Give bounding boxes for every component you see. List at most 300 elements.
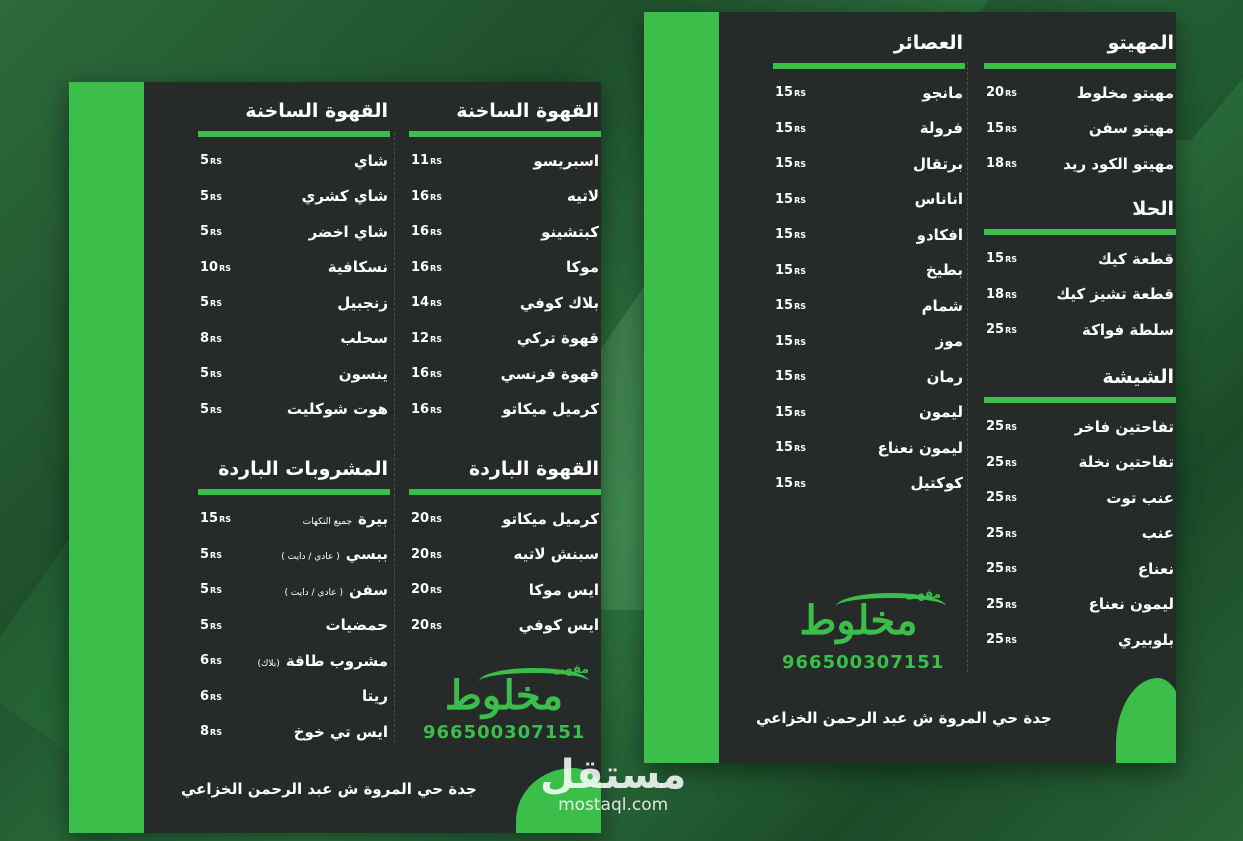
item-name-text: عنب <box>1141 524 1174 543</box>
menu-item-price <box>984 85 1017 100</box>
price-value: 15 <box>775 369 794 385</box>
section-underline <box>773 63 965 69</box>
menu-item-price <box>409 331 442 346</box>
price-value: 16 <box>411 188 430 204</box>
menu-item-name <box>1082 321 1176 339</box>
menu-item-price <box>198 653 222 668</box>
menu-item-name <box>514 545 601 563</box>
menu-item <box>198 285 390 321</box>
currency-label: RS <box>219 263 232 273</box>
menu-item-price <box>409 295 442 310</box>
menu-item <box>409 214 601 250</box>
menu-item <box>198 572 390 608</box>
price-value: 5 <box>200 295 210 311</box>
item-name-text: مهيتو الكود ريد <box>1063 154 1174 173</box>
currency-label: RS <box>430 405 443 415</box>
currency-label: RS <box>794 160 807 170</box>
currency-label: RS <box>210 157 222 167</box>
currency-label: RS <box>430 515 443 525</box>
menu-item <box>984 445 1176 481</box>
currency-label: RS <box>210 405 222 415</box>
price-value: 18 <box>986 156 1005 172</box>
menu-item-price <box>198 260 231 275</box>
item-name-text: شمام <box>921 296 963 315</box>
section-title: القهوة الساخنة <box>245 100 388 122</box>
section-hot-coffee <box>409 97 601 427</box>
price-value: 15 <box>775 440 794 456</box>
menu-item-price <box>198 724 222 739</box>
menu-item-price <box>984 156 1017 171</box>
menu-item-name <box>533 152 601 170</box>
currency-label: RS <box>430 550 443 560</box>
item-name-text: ينسون <box>338 364 388 383</box>
menu-item-name <box>339 365 390 383</box>
item-name-text: ايس كوفي <box>518 616 599 635</box>
menu-item-name <box>926 261 965 279</box>
menu-item <box>198 714 390 750</box>
column-divider <box>394 132 395 742</box>
item-name-text: ليمون نعناع <box>1088 595 1174 614</box>
menu-item <box>409 572 601 608</box>
item-name-text: ليمون <box>918 403 963 422</box>
section-underline <box>409 489 601 495</box>
address: جدة حي المروة ش عبد الرحمن الخزاعي <box>756 709 1052 727</box>
menu-item-price <box>984 287 1017 302</box>
price-value: 16 <box>411 259 430 275</box>
item-name-text: مشروب طاقة <box>285 651 388 670</box>
item-name-text: كوكتيل <box>910 474 963 493</box>
menu-item-name <box>920 119 965 137</box>
price-value: 5 <box>200 188 210 204</box>
currency-label: RS <box>430 192 443 202</box>
menu-item-name <box>919 403 965 421</box>
item-name-text: هوت شوكليت <box>286 400 388 419</box>
currency-label: RS <box>210 370 222 380</box>
menu-item-price <box>773 440 806 455</box>
item-name-text: رمان <box>926 367 963 386</box>
section-mojito <box>984 29 1176 182</box>
price-value: 15 <box>200 511 219 527</box>
item-name-text: لاتيه <box>566 187 599 206</box>
price-value: 15 <box>775 333 794 349</box>
currency-label: RS <box>1005 326 1018 336</box>
item-name-text: ايس موكا <box>528 580 599 599</box>
menu-item <box>409 356 601 392</box>
menu-item-price <box>198 618 222 633</box>
section-underline <box>409 131 601 137</box>
price-value: 16 <box>411 224 430 240</box>
menu-item <box>773 253 965 289</box>
price-value: 16 <box>411 366 430 382</box>
menu-item-price <box>984 561 1017 576</box>
green-stripe <box>644 12 719 763</box>
menu-item-name <box>340 329 390 347</box>
currency-label: RS <box>1005 636 1018 646</box>
currency-label: RS <box>794 408 807 418</box>
menu-item-name <box>541 223 601 241</box>
price-value: 6 <box>200 688 210 704</box>
menu-item-price <box>773 476 806 491</box>
menu-item-price <box>773 85 806 100</box>
section-hot-drinks <box>198 97 390 427</box>
menu-item <box>984 241 1176 277</box>
menu-item <box>198 179 390 215</box>
menu-item-name <box>326 616 390 634</box>
menu-item-price <box>198 189 222 204</box>
menu-item <box>984 480 1176 516</box>
currency-label: RS <box>430 228 443 238</box>
price-value: 20 <box>411 546 430 562</box>
currency-label: RS <box>210 228 222 238</box>
currency-label: RS <box>1005 124 1018 134</box>
menu-item-name <box>922 297 965 315</box>
menu-item-price <box>409 260 442 275</box>
menu-item <box>409 250 601 286</box>
menu-item-price <box>409 582 442 597</box>
section-shisha <box>984 363 1176 658</box>
item-name-text: ايس تي خوخ <box>293 722 388 741</box>
item-name-text: تفاحتين فاخر <box>1074 417 1174 436</box>
price-value: 25 <box>986 322 1005 338</box>
price-value: 16 <box>411 401 430 417</box>
menu-item-name <box>915 190 965 208</box>
menu-item <box>984 622 1176 658</box>
menu-item-name <box>287 400 390 418</box>
menu-item-price <box>984 251 1017 266</box>
menu-item-price <box>984 490 1017 505</box>
price-value: 15 <box>775 191 794 207</box>
item-name-text: بلاك كوفي <box>519 293 599 312</box>
menu-item-name <box>309 223 390 241</box>
currency-label: RS <box>210 586 222 596</box>
currency-label: RS <box>430 299 443 309</box>
menu-item <box>773 75 965 111</box>
menu-item-price <box>409 189 442 204</box>
section-underline <box>198 131 390 137</box>
currency-label: RS <box>210 550 222 560</box>
menu-item <box>773 395 965 431</box>
menu-item-price <box>773 405 806 420</box>
menu-item <box>198 392 390 428</box>
currency-label: RS <box>210 334 222 344</box>
section-title: العصائر <box>893 32 963 54</box>
item-name-text: سحلب <box>340 329 388 348</box>
menu-item-price <box>198 224 222 239</box>
currency-label: RS <box>1005 529 1018 539</box>
section-underline <box>984 229 1176 235</box>
menu-item-price <box>409 547 442 562</box>
phone-number: 966500307151 <box>782 652 945 673</box>
currency-label: RS <box>794 231 807 241</box>
menu-item <box>773 288 965 324</box>
menu-item <box>773 146 965 182</box>
price-value: 15 <box>775 262 794 278</box>
price-value: 5 <box>200 153 210 169</box>
menu-item <box>198 608 390 644</box>
price-value: 15 <box>775 298 794 314</box>
price-value: 6 <box>200 653 210 669</box>
menu-item-price <box>198 582 222 597</box>
price-value: 15 <box>775 120 794 136</box>
menu-item <box>984 75 1176 111</box>
menu-item-price <box>773 227 806 242</box>
menu-item-price <box>198 511 231 526</box>
currency-label: RS <box>210 657 222 667</box>
currency-label: RS <box>1005 494 1018 504</box>
currency-label: RS <box>794 89 807 99</box>
price-value: 15 <box>986 120 1005 136</box>
menu-item <box>773 111 965 147</box>
menu-item-price <box>984 632 1017 647</box>
menu-item-price <box>773 334 806 349</box>
price-value: 5 <box>200 224 210 240</box>
menu-item-note: ( عادي / دايت ) <box>284 587 343 598</box>
item-name-text: ريتا <box>361 687 388 706</box>
menu-item <box>773 324 965 360</box>
item-name-text: مهيتو مخلوط <box>1076 83 1174 102</box>
logo-name: مخلوط <box>444 672 564 719</box>
logo-name: مخلوط <box>799 597 918 644</box>
item-name-text: كرميل ميكاتو <box>502 400 599 419</box>
section-title: القهوة الباردة <box>468 458 599 480</box>
price-value: 5 <box>200 582 210 598</box>
menu-item-price <box>773 369 806 384</box>
price-value: 20 <box>411 511 430 527</box>
currency-label: RS <box>794 124 807 134</box>
item-name-text: شاي <box>353 151 388 170</box>
price-value: 5 <box>200 401 210 417</box>
menu-item <box>984 111 1176 147</box>
menu-item-name <box>1089 595 1176 613</box>
price-value: 25 <box>986 419 1005 435</box>
menu-item-price <box>198 547 222 562</box>
price-value: 20 <box>411 617 430 633</box>
item-name-text: اسبريسو <box>533 151 599 170</box>
menu-item <box>984 146 1176 182</box>
currency-label: RS <box>1005 89 1018 99</box>
menu-item <box>198 214 390 250</box>
menu-item <box>198 321 390 357</box>
menu-item <box>409 501 601 537</box>
menu-item <box>773 182 965 218</box>
menu-item <box>984 277 1176 313</box>
menu-item <box>984 312 1176 348</box>
section-title: الشيشة <box>1102 366 1174 388</box>
menu-item-name <box>922 84 965 102</box>
column-divider <box>967 62 968 672</box>
menu-item-name <box>354 152 390 170</box>
menu-item-name <box>502 400 601 418</box>
section-title: المشروبات الباردة <box>218 458 388 480</box>
item-name-text: عنب توت <box>1106 488 1174 507</box>
item-name-text: بلوبيري <box>1118 630 1174 649</box>
menu-item-name <box>936 332 965 350</box>
menu-item-price <box>984 322 1017 337</box>
logo-small-text: مقهى <box>904 587 941 601</box>
price-value: 20 <box>986 85 1005 101</box>
menu-item-price <box>409 366 442 381</box>
menu-item-price <box>409 618 442 633</box>
menu-item <box>409 143 601 179</box>
item-name-text: كبتشينو <box>541 222 599 241</box>
menu-item <box>773 359 965 395</box>
menu-item-name <box>517 329 601 347</box>
menu-item-name <box>1098 250 1176 268</box>
price-value: 25 <box>986 596 1005 612</box>
price-value: 20 <box>411 582 430 598</box>
menu-item-name <box>911 474 966 492</box>
item-name-text: شاي اخضر <box>308 222 388 241</box>
price-value: 25 <box>986 632 1005 648</box>
menu-item-name <box>529 581 601 599</box>
menu-card-right <box>644 12 1176 763</box>
menu-item <box>198 643 390 679</box>
currency-label: RS <box>794 302 807 312</box>
menu-item-price <box>409 153 442 168</box>
price-value: 15 <box>775 156 794 172</box>
section-title: الحلا <box>1132 198 1174 220</box>
currency-label: RS <box>210 192 222 202</box>
price-value: 5 <box>200 546 210 562</box>
price-value: 12 <box>411 330 430 346</box>
corner-blob <box>1116 678 1176 763</box>
currency-label: RS <box>210 299 222 309</box>
currency-label: RS <box>1005 423 1018 433</box>
item-name-text: اناناس <box>914 190 963 209</box>
item-name-text: فرولة <box>919 119 963 138</box>
price-value: 25 <box>986 561 1005 577</box>
green-stripe <box>69 82 144 833</box>
item-name-text: سلطة فواكة <box>1082 320 1174 339</box>
currency-label: RS <box>430 263 443 273</box>
currency-label: RS <box>219 515 232 525</box>
menu-item <box>984 551 1176 587</box>
item-name-text: بيرة <box>358 509 388 528</box>
currency-label: RS <box>1005 600 1018 610</box>
menu-item-price <box>773 263 806 278</box>
section-title: القهوة الساخنة <box>456 100 599 122</box>
currency-label: RS <box>210 692 222 702</box>
menu-item-name <box>1118 631 1176 649</box>
menu-item-name <box>1089 119 1176 137</box>
item-name-text: موكا <box>565 258 599 277</box>
menu-item-price <box>773 298 806 313</box>
currency-label: RS <box>794 266 807 276</box>
price-value: 25 <box>986 454 1005 470</box>
menu-item-price <box>984 526 1017 541</box>
menu-item-name <box>520 294 601 312</box>
menu-card-left <box>69 82 601 833</box>
item-name-text: زنجبيل <box>337 293 388 312</box>
menu-item <box>198 679 390 715</box>
menu-item <box>984 516 1176 552</box>
menu-item-name <box>566 258 601 276</box>
price-value: 15 <box>775 404 794 420</box>
menu-item <box>773 217 965 253</box>
menu-item-price <box>984 597 1017 612</box>
price-value: 15 <box>775 85 794 101</box>
item-name-text: افكادو <box>916 225 963 244</box>
menu-item-price <box>198 331 222 346</box>
menu-item-name <box>1063 155 1176 173</box>
item-name-text: قطعة تشيز كيك <box>1056 285 1174 304</box>
menu-item-name <box>303 510 390 528</box>
menu-item-price <box>198 402 222 417</box>
menu-item <box>409 321 601 357</box>
currency-label: RS <box>1005 290 1018 300</box>
currency-label: RS <box>1005 160 1018 170</box>
item-name-text: كرميل ميكاتو <box>502 509 599 528</box>
menu-item <box>773 430 965 466</box>
currency-label: RS <box>430 334 443 344</box>
currency-label: RS <box>430 586 443 596</box>
menu-item-name <box>337 294 390 312</box>
menu-item-name <box>284 581 390 599</box>
price-value: 11 <box>411 153 430 169</box>
menu-item-name <box>1078 453 1176 471</box>
item-name-text: نعناع <box>1137 559 1174 578</box>
menu-item-name <box>913 155 965 173</box>
item-name-text: حمضيات <box>325 616 388 635</box>
menu-item <box>409 179 601 215</box>
price-value: 5 <box>200 366 210 382</box>
price-value: 25 <box>986 490 1005 506</box>
menu-item <box>198 143 390 179</box>
currency-label: RS <box>794 195 807 205</box>
menu-item-name <box>294 723 390 741</box>
item-name-text: قهوة تركي <box>516 329 599 348</box>
item-name-text: قطعة كيك <box>1097 249 1174 268</box>
section-cold-coffee <box>409 455 601 643</box>
currency-label: RS <box>430 621 443 631</box>
section-juices <box>773 29 965 501</box>
menu-item <box>409 537 601 573</box>
section-title: المهيتو <box>1107 32 1174 54</box>
item-name-text: تفاحتين نخلة <box>1078 453 1174 472</box>
menu-item-name <box>328 258 390 276</box>
section-dessert <box>984 195 1176 348</box>
currency-label: RS <box>794 373 807 383</box>
price-value: 8 <box>200 330 210 346</box>
menu-item-name <box>1077 84 1176 102</box>
section-cold-drinks <box>198 455 390 750</box>
price-value: 15 <box>775 227 794 243</box>
item-name-text: بطيخ <box>925 261 963 280</box>
phone-number: 966500307151 <box>423 722 586 743</box>
menu-item-price <box>984 419 1017 434</box>
menu-item <box>409 608 601 644</box>
logo-swoosh <box>479 668 589 695</box>
address: جدة حي المروة ش عبد الرحمن الخزاعي <box>181 780 477 798</box>
menu-item-price <box>198 295 222 310</box>
menu-item-price <box>198 153 222 168</box>
price-value: 8 <box>200 724 210 740</box>
logo-swoosh <box>836 593 946 620</box>
item-name-text: ليمون نعناع <box>877 438 963 457</box>
menu-item-name <box>917 226 965 244</box>
menu-item-name <box>302 187 390 205</box>
currency-label: RS <box>210 728 222 738</box>
price-value: 18 <box>986 286 1005 302</box>
menu-item-name <box>362 687 390 705</box>
menu-item-note: جميع النكهات <box>302 516 353 527</box>
menu-item <box>198 501 390 537</box>
currency-label: RS <box>1005 255 1018 265</box>
currency-label: RS <box>1005 565 1018 575</box>
item-name-text: نسكافية <box>327 258 388 277</box>
menu-item-price <box>409 511 442 526</box>
menu-item-name <box>1138 560 1176 578</box>
